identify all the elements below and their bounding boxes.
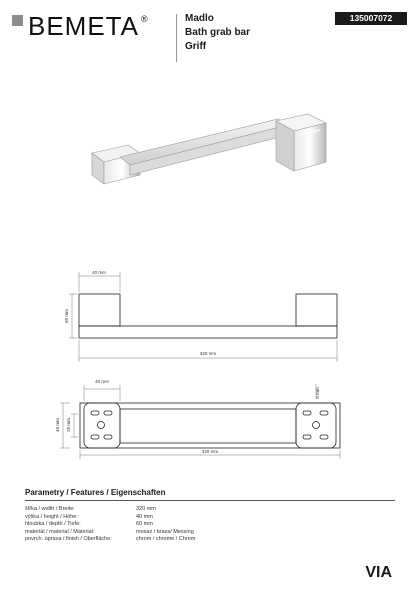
parameters-title: Parametry / Features / Eigenschaften <box>25 488 395 501</box>
param-row <box>25 521 395 529</box>
product-name-de: Griff <box>185 41 207 52</box>
dim-top-width: 40 mm <box>92 270 106 275</box>
dim-front-height: 40 mm <box>55 418 60 432</box>
parameters-section <box>25 488 395 544</box>
product-code: 135007072 <box>335 12 407 25</box>
registered-mark: ® <box>140 14 148 24</box>
dim-front-width: 40 mm <box>95 379 109 384</box>
param-value: 40 mm <box>136 513 153 520</box>
dim-front-screw: 8 mm <box>315 387 320 399</box>
dim-top-height: 60 mm <box>64 309 69 323</box>
param-value: 320 mm <box>136 506 156 512</box>
product-name-cz: Madlo <box>185 13 214 24</box>
param-label: hloubka / depth / Tiefe: <box>25 521 81 527</box>
param-row <box>25 514 395 522</box>
dim-front-inner: 25 mm <box>66 418 71 432</box>
param-value: chrom / chrome / Chrom <box>136 536 196 542</box>
product-name-en: Bath grab bar <box>185 27 251 38</box>
param-row <box>25 506 395 514</box>
dim-top-length: 320 mm <box>199 351 217 356</box>
brand-name: BEMETA <box>28 11 139 41</box>
param-label: šířka / width / Breite: <box>25 506 75 512</box>
param-value: 60 mm <box>136 521 153 527</box>
param-value: mosaz / brass/ Messing <box>136 528 194 535</box>
series-name: VIA <box>365 564 392 581</box>
dim-front-length: 320 mm <box>201 449 219 454</box>
param-label: výška / height / Höhe: <box>25 513 78 520</box>
param-row <box>25 529 395 537</box>
param-row <box>25 536 395 544</box>
param-label: materiál / material / Material: <box>25 528 95 535</box>
param-label: povrch. úprava / finish / Oberfläche: <box>25 536 112 542</box>
